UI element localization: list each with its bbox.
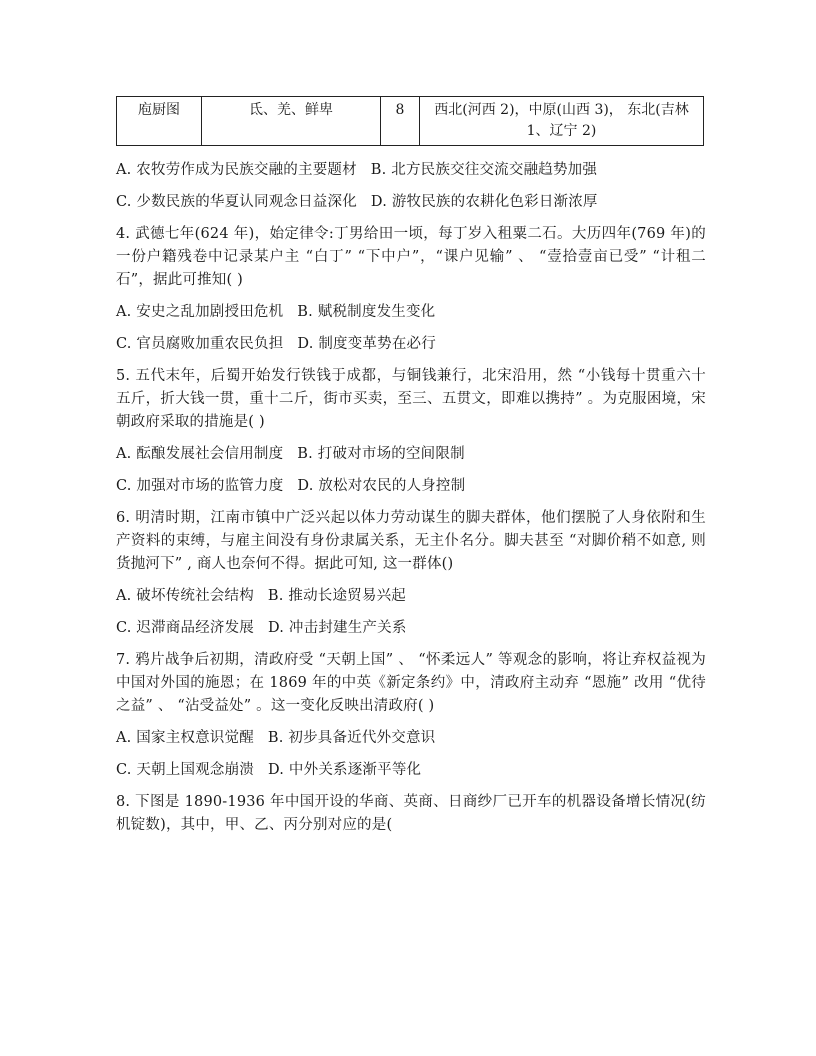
option-b: B. 打破对市场的空间限制 [297,446,465,462]
option-c: C. 迟滞商品经济发展 [116,620,254,636]
question-stem: 8. 下图是 1890-1936 年中国开设的华商、英商、日商纱厂已开车的机器设备增长情况(纺机锭数)，其中，甲、乙、丙分别对应的是( [116,794,706,833]
option-row [116,759,706,782]
option-row [116,443,706,466]
question-8 [116,791,706,837]
option-row [116,159,706,182]
table-cell: 8 [381,97,420,146]
option-d: D. 游牧民族的农耕化色彩日渐浓厚 [370,194,598,210]
question-4 [116,223,706,356]
table-cell: 氐、羌、鲜卑 [202,97,381,146]
option-c: C. 加强对市场的监管力度 [116,478,284,494]
option-a: A. 安史之乱加剧授田危机 [116,304,284,320]
option-row [116,727,706,750]
option-row [116,475,706,498]
option-b: B. 北方民族交往交流交融趋势加强 [370,162,598,178]
option-b: B. 推动长途贸易兴起 [267,588,406,604]
option-a: A. 破坏传统社会结构 [116,588,254,604]
option-row [116,301,706,324]
option-b: B. 初步具备近代外交意识 [267,730,436,746]
question-stem: 5. 五代末年，后蜀开始发行铁钱于成都，与铜钱兼行，北宋沿用，然 “小钱每十贯重六十五斤，折大钱一贯，重十二斤，街市买卖，至三、五贯文，即难以携持” 。为克服困境，宋朝政府采取的措施是( ) [116,368,706,430]
question-stem: 6. 明清时期，江南市镇中广泛兴起以体力劳动谋生的脚夫群体，他们摆脱了人身依附和生产资料的束缚，与雇主间没有身份隶属关系，无主仆名分。脚夫甚至 “对脚价稍不如意, 则货抛河下” , 商人也奈何不得。据此可知, 这一群体() [116,510,706,572]
option-c: C. 官员腐败加重农民负担 [116,336,284,352]
question-7 [116,649,706,782]
table-row [117,97,704,146]
table-cell: 西北(河西 2)，中原(山西 3)， 东北(吉林 1、辽宁 2) [420,97,704,146]
option-a: A. 农牧劳作成为民族交融的主要题材 [116,162,357,178]
question-stem: 7. 鸦片战争后初期，清政府受 “天朝上国” 、 “怀柔远人” 等观念的影响，将让弃权益视为中国对外国的施恩；在 1869 年的中英《新定条约》中，清政府主动弃 “恩施” 改用 “优待之益” 、 “沾受益处” 。这一变化反映出清政府( ) [116,652,706,714]
option-row [116,585,706,608]
document-page [116,96,706,837]
option-c: C. 天朝上国观念崩溃 [116,762,254,778]
table-fragment [116,96,704,146]
table-cell: 庖厨图 [117,97,202,146]
option-b: B. 赋税制度发生变化 [297,304,436,320]
option-d: D. 冲击封建生产关系 [268,620,407,636]
option-row [116,333,706,356]
option-a: A. 酝酿发展社会信用制度 [116,446,284,462]
option-row [116,617,706,640]
option-row [116,191,706,214]
option-d: D. 制度变革势在必行 [297,336,436,352]
option-a: A. 国家主权意识觉醒 [116,730,254,746]
option-d: D. 中外关系逐渐平等化 [268,762,422,778]
question-6 [116,507,706,640]
question-stem: 4. 武德七年(624 年)，始定律令:丁男给田一顷，每丁岁入租粟二石。大历四年(769 年)的一份户籍残卷中记录某户主 “白丁” “下中户”，“课户见输” 、 “壹拾壹亩已受” “计租二石”，据此可推知( ) [116,226,706,288]
question-3-options [116,159,706,214]
option-c: C. 少数民族的华夏认同观念日益深化 [116,194,357,210]
question-5 [116,365,706,498]
option-d: D. 放松对农民的人身控制 [297,478,466,494]
